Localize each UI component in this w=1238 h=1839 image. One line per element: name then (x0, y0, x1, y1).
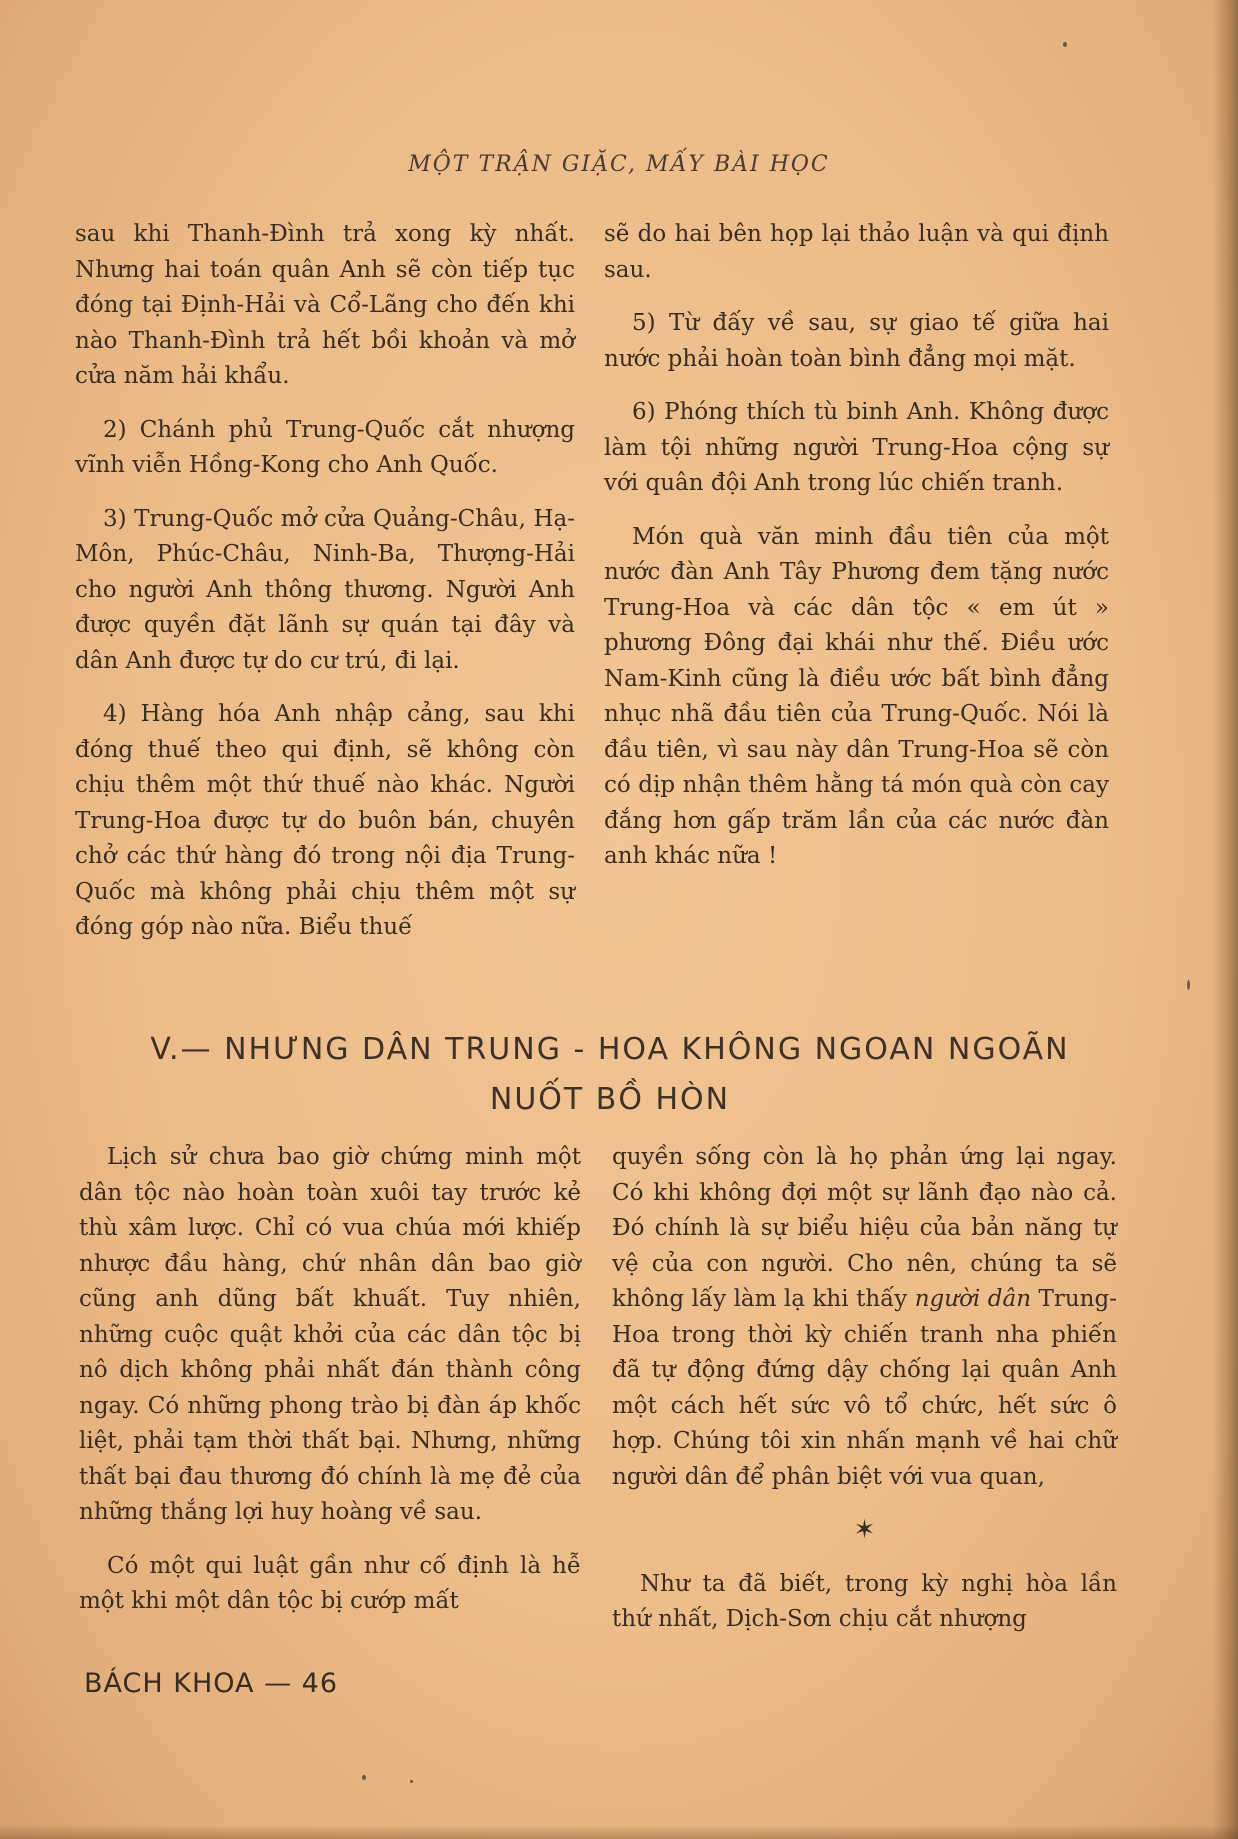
text-run: quyền sống còn là họ phản ứng lại ngay. Có khi không đợi một sự lãnh đạo nào cả. Đó chính là sự biểu hiệu của bản năng tự vệ của con người. Cho nên, chúng ta sẽ không lấy làm lạ khi thấy (612, 1144, 1117, 1312)
section-separator-icon: ✶ (853, 1515, 876, 1545)
column-top-left (75, 217, 575, 964)
running-title: MỘT TRẬN GIẶC, MẤY BÀI HỌC (408, 152, 830, 177)
paragraph: sau khi Thanh-Đình trả xong kỳ nhất. Nhưng hai toán quân Anh sẽ còn tiếp tục đóng tại Định-Hải và Cổ-Lãng cho đến khi nào Thanh-Đình trả hết bồi khoản và mở cửa năm hải khẩu. (75, 221, 575, 389)
section-heading-line: V.— NHƯNG DÂN TRUNG - HOA KHÔNG NGOAN NGOÃN (150, 1032, 1070, 1067)
page-footer: BÁCH KHOA — 46 (84, 1668, 339, 1699)
paragraph: Có một qui luật gần như cố định là hễ một khi một dân tộc bị cướp mất (79, 1552, 581, 1614)
paragraph: 4) Hàng hóa Anh nhập cảng, sau khi đóng thuế theo qui định, sẽ không còn chịu thêm một thứ thuế nào khác. Người Trung-Hoa được tự do buôn bán, chuyên chở các thứ hàng đó trong nội địa Trung-Quốc mà không phải chịu thêm một sự đóng góp nào nữa. Biểu thuế (75, 701, 575, 940)
text-run: Trung-Hoa trong thời kỳ chiến tranh nha phiến đã tự động đứng dậy chống lại quân Anh một cách hết sức vô tổ chức, hết sức ô hợp. Chúng tôi xin nhấn mạnh về hai chữ người dân để phân biệt với vua quan, (612, 1286, 1117, 1490)
paper-speck (362, 1775, 366, 1780)
column-bottom-left (79, 1140, 581, 1638)
paragraph: 2) Chánh phủ Trung-Quốc cắt nhượng vĩnh viễn Hồng-Kong cho Anh Quốc. (75, 416, 575, 478)
paragraph: Lịch sử chưa bao giờ chứng minh một dân tộc nào hoàn toàn xuôi tay trước kẻ thù xâm lược. Chỉ có vua chúa mới khiếp nhược đầu hàng, chứ nhân dân bao giờ cũng anh dũng bất khuất. Tuy nhiên, những cuộc quật khởi của các dân tộc bị nô dịch không phải nhất đán thành công ngay. Có những phong trào bị đàn áp khốc liệt, phải tạm thời thất bại. Nhưng, những thất bại đau thương đó chính là mẹ đẻ của những thắng lợi huy hoàng về sau. (79, 1144, 581, 1525)
paragraph (612, 1140, 1117, 1495)
paragraph: sẽ do hai bên họp lại thảo luận và qui định sau. (604, 221, 1109, 283)
paragraph: 3) Trung-Quốc mở cửa Quảng-Châu, Hạ-Môn, Phúc-Châu, Ninh-Ba, Thượng-Hải cho người Anh thông thương. Người Anh được quyền đặt lãnh sự quán tại đây và dân Anh được tự do cư trú, đi lại. (75, 505, 575, 674)
column-top-right (604, 217, 1109, 893)
paragraph: Món quà văn minh đầu tiên của một nước đàn Anh Tây Phương đem tặng nước Trung-Hoa và các dân tộc « em út » phương Đông đại khái như thế. Điều ước Nam-Kinh cũng là điều ước bất bình đẳng nhục nhã đầu tiên của Trung-Quốc. Nói là đầu tiên, vì sau này dân Trung-Hoa sẽ còn có dịp nhận thêm hằng tá món quà còn cay đắng hơn gấp trăm lần của các nước đàn anh khác nữa ! (604, 523, 1109, 869)
page-bottom-shadow (0, 1825, 1238, 1839)
paper-speck (1187, 980, 1190, 990)
paragraph: Như ta đã biết, trong kỳ nghị hòa lần thứ nhất, Dịch-Sơn chịu cắt nhượng (612, 1570, 1117, 1632)
paragraph: 5) Từ đấy về sau, sự giao tế giữa hai nước phải hoàn toàn bình đẳng mọi mặt. (604, 310, 1109, 372)
paper-speck (1063, 42, 1067, 47)
column-bottom-right (612, 1140, 1117, 1656)
section-heading-line: NUỐT BỒ HÒN (489, 1082, 731, 1117)
emphasis-text: người dân (914, 1286, 1032, 1312)
section-heading (110, 1025, 1110, 1125)
paper-speck (410, 1780, 413, 1783)
paragraph: 6) Phóng thích tù binh Anh. Không được làm tội những người Trung-Hoa cộng sự với quân đội Anh trong lúc chiến tranh. (604, 399, 1109, 496)
page-edge-shadow (1212, 0, 1238, 1839)
